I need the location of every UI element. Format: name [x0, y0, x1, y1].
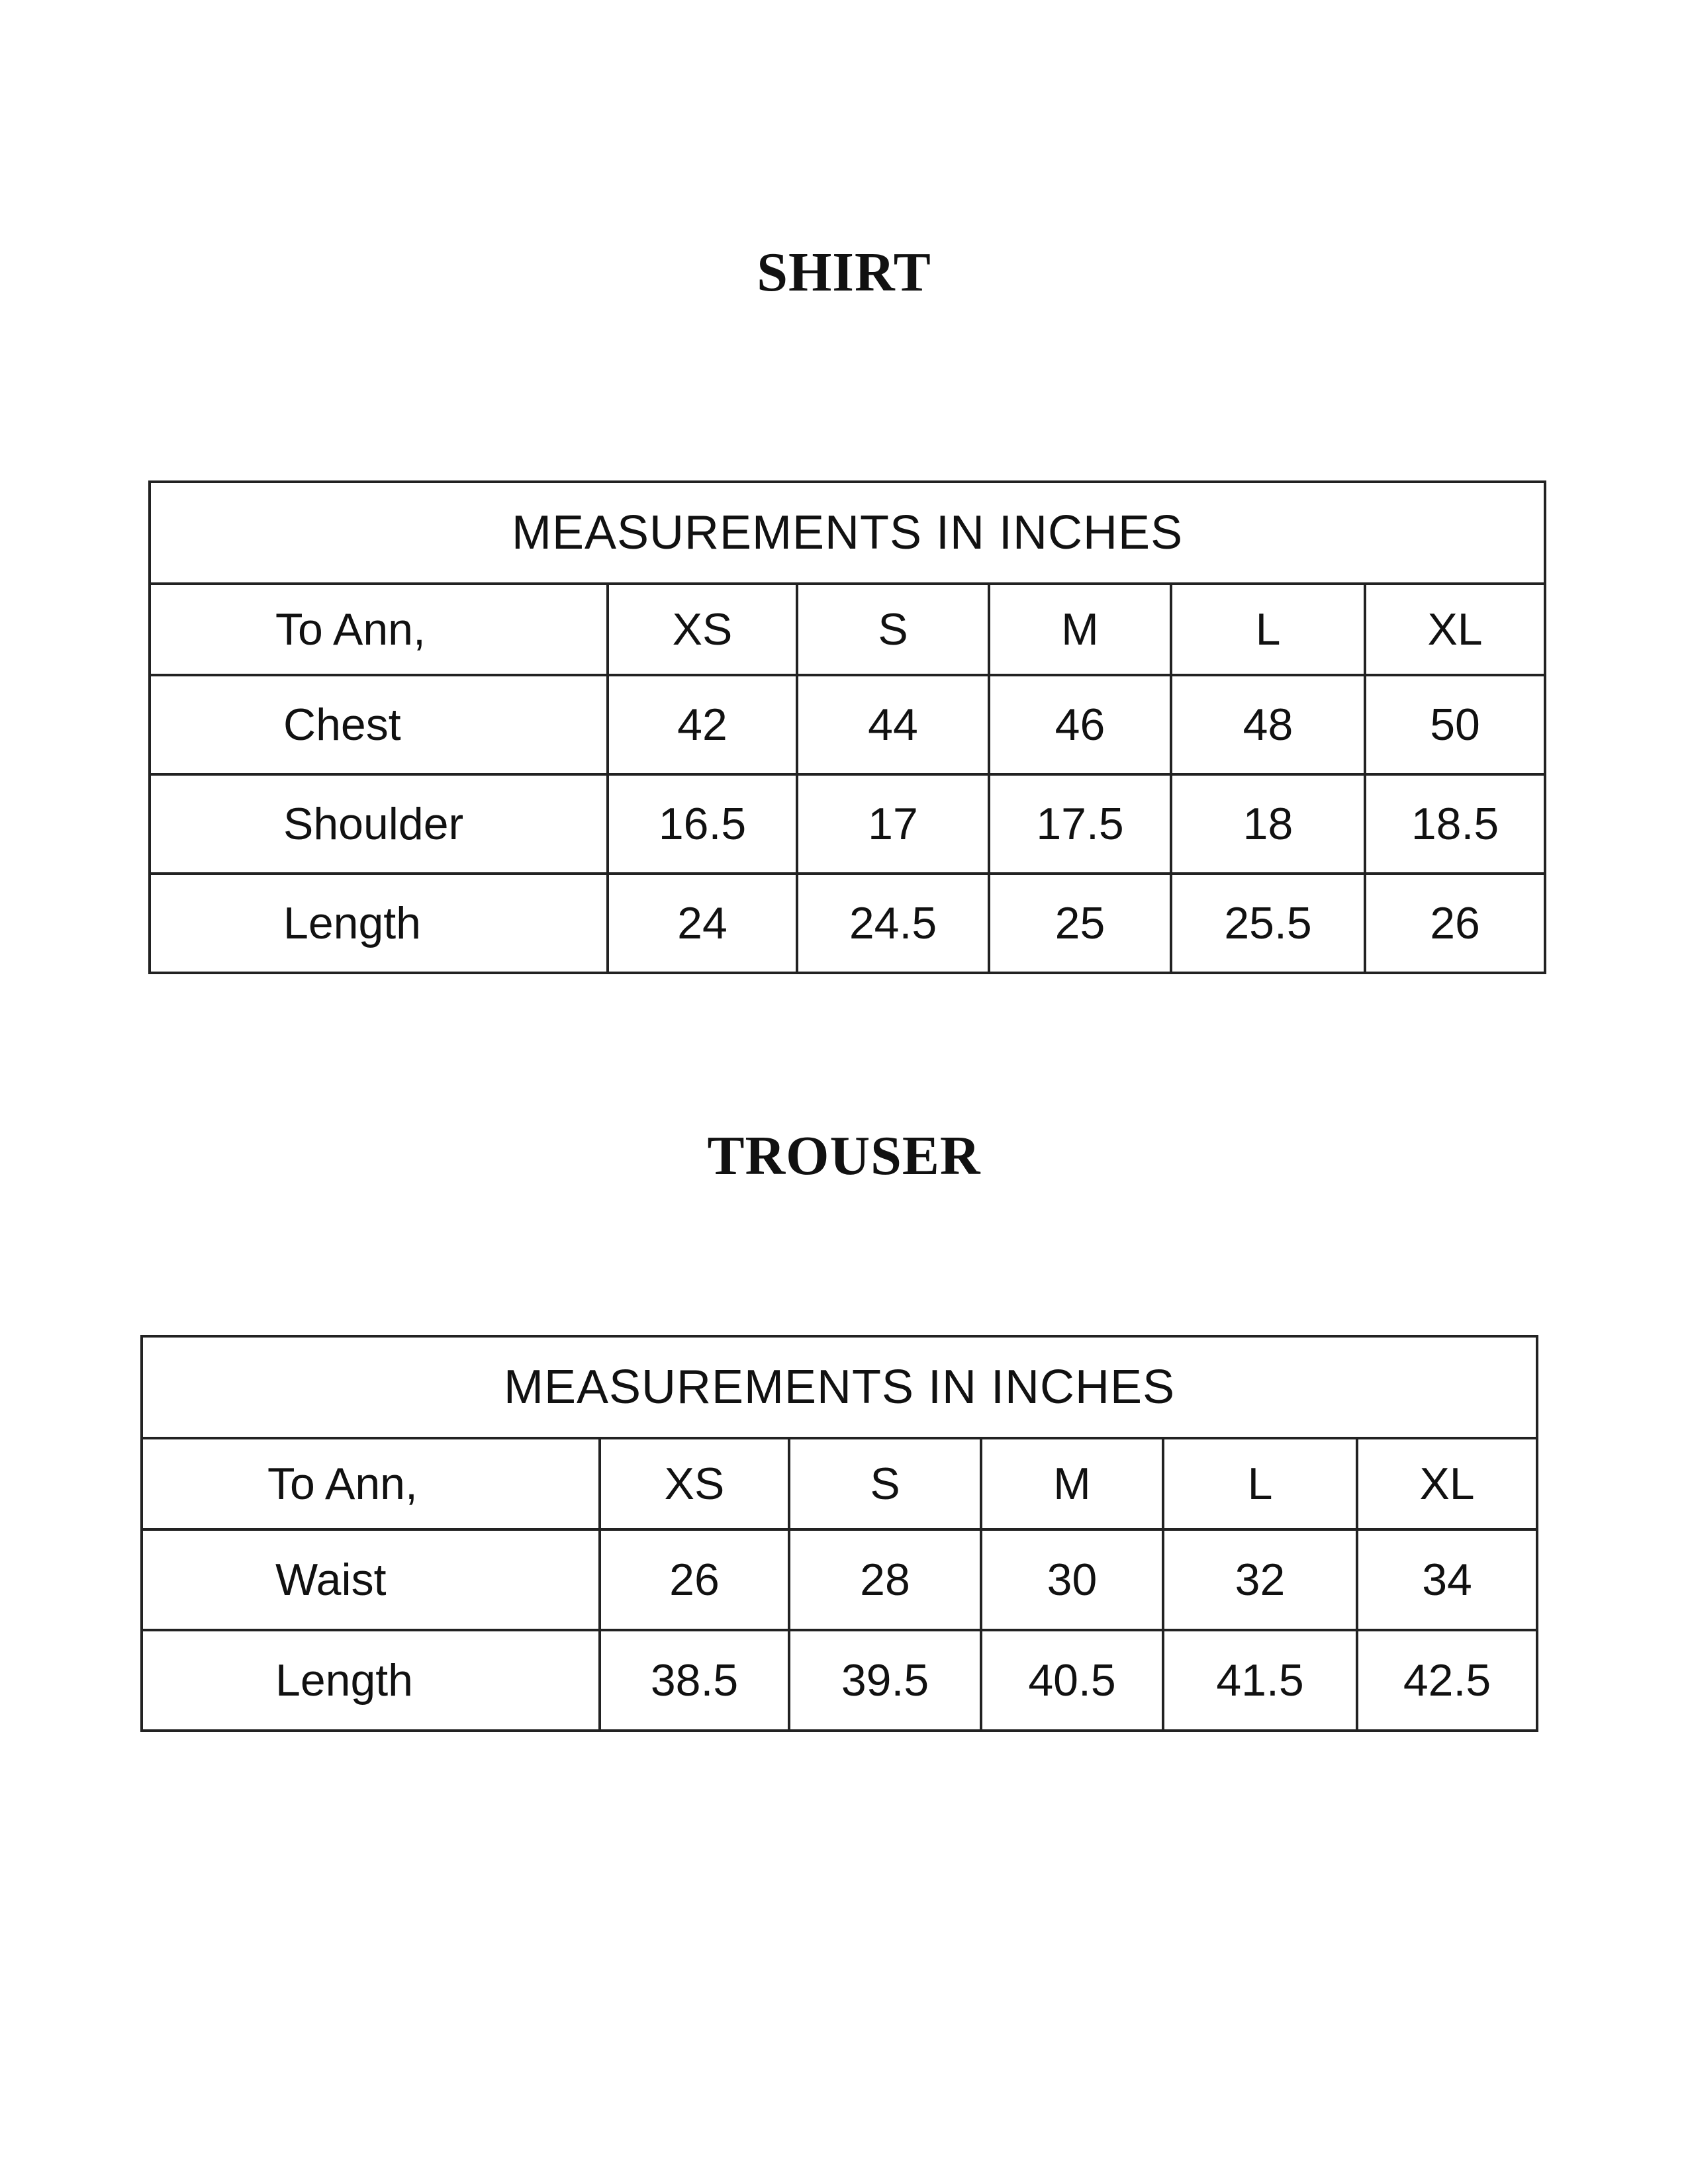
shirt-size-header-s: S	[797, 584, 989, 675]
shirt-value-cell: 48	[1171, 675, 1365, 774]
trouser-size-header-s: S	[789, 1438, 981, 1529]
trouser-value-cell: 38.5	[600, 1630, 789, 1731]
trouser-value-cell: 30	[981, 1529, 1163, 1630]
trouser-section-title: TROUSER	[707, 1125, 981, 1187]
shirt-header-row	[150, 584, 1545, 675]
shirt-value-cell: 16.5	[608, 774, 797, 874]
trouser-size-header-xs: XS	[600, 1438, 789, 1529]
shirt-table-caption: MEASUREMENTS IN INCHES	[150, 482, 1545, 584]
shirt-size-header-l: L	[1171, 584, 1365, 675]
shirt-value-cell: 17	[797, 774, 989, 874]
shirt-value-cell: 25	[989, 874, 1171, 973]
trouser-caption-row	[142, 1336, 1537, 1438]
shirt-row-length	[150, 874, 1545, 973]
trouser-row-length	[142, 1630, 1537, 1731]
trouser-size-header-l: L	[1163, 1438, 1357, 1529]
trouser-value-cell: 41.5	[1163, 1630, 1357, 1731]
trouser-value-cell: 26	[600, 1529, 789, 1630]
trouser-row-label: Length	[142, 1630, 600, 1731]
shirt-row-shoulder	[150, 774, 1545, 874]
shirt-value-cell: 26	[1365, 874, 1545, 973]
trouser-value-cell: 28	[789, 1529, 981, 1630]
shirt-value-cell: 25.5	[1171, 874, 1365, 973]
trouser-row-label: Waist	[142, 1529, 600, 1630]
shirt-size-table	[148, 480, 1546, 974]
trouser-value-cell: 40.5	[981, 1630, 1163, 1731]
shirt-section-title: SHIRT	[757, 242, 931, 303]
shirt-corner-label: To Ann,	[150, 584, 608, 675]
shirt-size-header-xs: XS	[608, 584, 797, 675]
shirt-size-header-m: M	[989, 584, 1171, 675]
shirt-size-header-xl: XL	[1365, 584, 1545, 675]
trouser-corner-label: To Ann,	[142, 1438, 600, 1529]
shirt-row-label: Chest	[150, 675, 608, 774]
trouser-size-header-m: M	[981, 1438, 1163, 1529]
shirt-row-label: Shoulder	[150, 774, 608, 874]
shirt-value-cell: 44	[797, 675, 989, 774]
trouser-value-cell: 39.5	[789, 1630, 981, 1731]
shirt-row-label: Length	[150, 874, 608, 973]
trouser-size-header-xl: XL	[1357, 1438, 1537, 1529]
shirt-value-cell: 24.5	[797, 874, 989, 973]
shirt-row-chest	[150, 675, 1545, 774]
shirt-value-cell: 18	[1171, 774, 1365, 874]
trouser-size-table	[140, 1335, 1538, 1732]
shirt-value-cell: 18.5	[1365, 774, 1545, 874]
trouser-value-cell: 32	[1163, 1529, 1357, 1630]
trouser-value-cell: 34	[1357, 1529, 1537, 1630]
shirt-value-cell: 24	[608, 874, 797, 973]
trouser-value-cell: 42.5	[1357, 1630, 1537, 1731]
shirt-value-cell: 17.5	[989, 774, 1171, 874]
trouser-table-caption: MEASUREMENTS IN INCHES	[142, 1336, 1537, 1438]
shirt-value-cell: 50	[1365, 675, 1545, 774]
shirt-value-cell: 42	[608, 675, 797, 774]
trouser-header-row	[142, 1438, 1537, 1529]
shirt-value-cell: 46	[989, 675, 1171, 774]
trouser-row-waist	[142, 1529, 1537, 1630]
shirt-caption-row	[150, 482, 1545, 584]
